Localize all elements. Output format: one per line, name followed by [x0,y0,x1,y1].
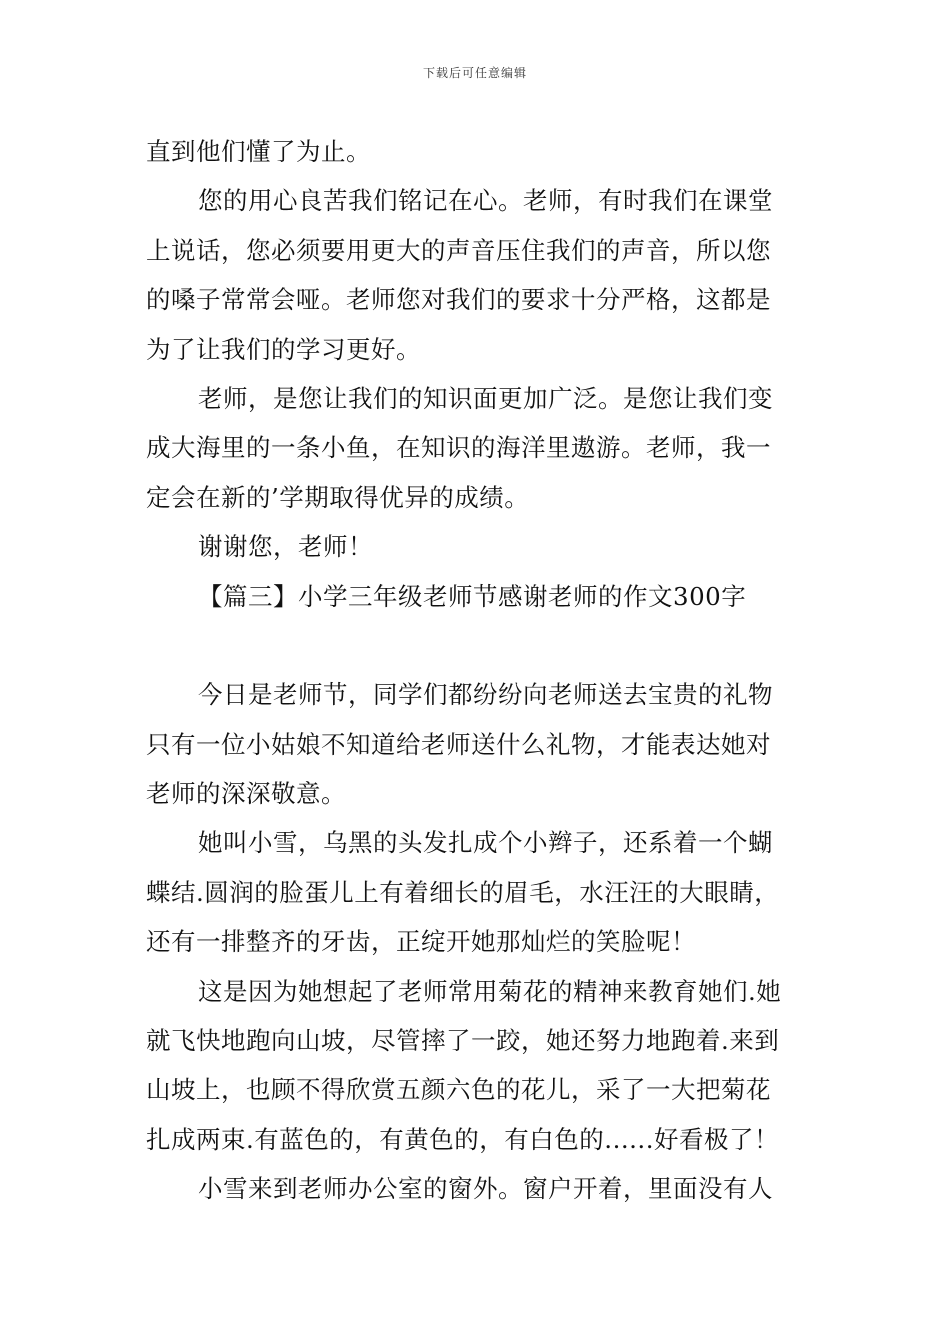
paragraph-first-line: 今日是老师节，同学们都纷纷向老师送去宝贵的礼物 [198,680,773,710]
text-line: 直到他们懂了为止。 [146,137,371,166]
paragraph-first-line: 她叫小雪，乌黑的头发扎成个小辫子，还系着一个蝴 [198,828,773,858]
text-line: 蝶结.圆润的脸蛋儿上有着细长的眉毛，水汪汪的大眼睛， [146,877,780,907]
paragraph-first-line: 老师，是您让我们的知识面更加广泛。是您让我们变 [198,383,773,413]
text-line: 山坡上，也顾不得欣赏五颜六色的花儿，采了一大把菊花 [146,1075,771,1105]
text-line: 就飞快地跑向山坡，尽管摔了一跤，她还努力地跑着.来到 [146,1026,780,1056]
text-line: 定会在新的’学期取得优异的成绩。 [146,482,530,512]
text-line: 只有一位小姑娘不知道给老师送什么礼物，才能表达她对 [146,729,771,759]
text-line: 的嗓子常常会哑。老师您对我们的要求十分严格，这都是 [146,285,771,315]
paragraph-first-line: 您的用心良苦我们铭记在心。老师，有时我们在课堂 [198,186,773,216]
paragraph-first-line: 小雪来到老师办公室的窗外。窗户开着，里面没有人 [198,1174,773,1204]
text-line: 为了让我们的学习更好。 [146,334,421,364]
closing-line: 谢谢您，老师！ [198,532,373,562]
document-body [146,127,808,1214]
blank-line [146,621,808,670]
text-line: 扎成两束.有蓝色的，有黄色的，有白色的......好看极了！ [146,1124,780,1154]
page-header: 下载后可任意编辑 [422,66,527,80]
text-line: 成大海里的一条小鱼，在知识的海洋里遨游。老师，我一 [146,433,771,463]
text-line: 还有一排整齐的牙齿，正绽开她那灿烂的笑脸呢！ [146,927,696,957]
text-line: 上说话，您必须要用更大的声音压住我们的声音，所以您 [146,235,771,265]
text-line: 老师的深深敬意。 [146,779,346,809]
section-heading: 【篇三】小学三年级老师节感谢老师的作文300字 [198,581,747,611]
paragraph-first-line: 这是因为她想起了老师常用菊花的精神来教育她们.她 [198,976,782,1006]
